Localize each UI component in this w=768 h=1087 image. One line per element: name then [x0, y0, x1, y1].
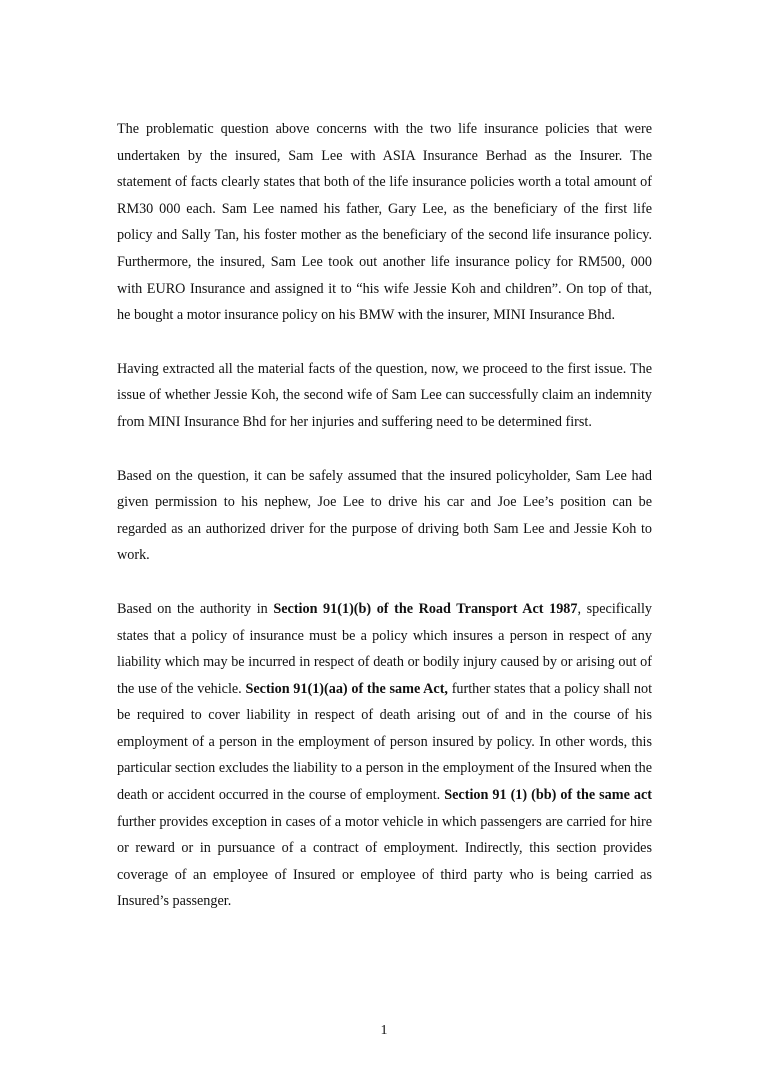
paragraph-4 [117, 596, 652, 915]
paragraph-4-text-d: further provides exception in cases of a motor vehicle in which passengers are carried for hire or reward or in pursuance of a contract of employment. Indirectly, this section provides coverage of an employee of Insured or employee of third party who is being carried as Insured’s passenger. [117, 813, 652, 910]
page-number: 1 [380, 1023, 388, 1038]
paragraph-2 [117, 356, 652, 436]
paragraph-3 [117, 463, 652, 569]
statute-citation-91-1-bb: Section 91 (1) (bb) of the same act [444, 787, 653, 804]
paragraph-1-text: The problematic question above concerns with the two life insurance policies that were undertaken by the insured, Sam Lee with ASIA Insurance Berhad as the Insurer. The statement of facts clearly states that both of the life insurance policies worth a total amount of RM30 000 each. Sam Lee named his father, Gary Lee, as the beneficiary of the first life policy and Sally Tan, his foster mother as the beneficiary of the second life insurance policy. Furthermore, the insured, Sam Lee took out another life insurance policy for RM500, 000 with EURO Insurance and assigned it to “his wife Jessie Koh and children”. On top of that, he bought a motor insurance policy on his BMW with the insurer, MINI Insurance Bhd. [117, 121, 652, 324]
document-body [117, 116, 652, 942]
paragraph-2-text: Having extracted all the material facts of the question, now, we proceed to the first issue. The issue of whether Jessie Koh, the second wife of Sam Lee can successfully claim an indemnity from MINI Insurance Bhd for her injuries and suffering need to be determined first. [117, 360, 652, 430]
paragraph-4-text-c: further states that a policy shall not be required to cover liability in respect of death arising out of and in the course of his employment of a person in the employment of person insured by policy. In other words, this particular section excludes the liability to a person in the employment of the Insured when the death or accident occurred in the course of employment. [117, 680, 653, 804]
paragraph-4-text-b: , specifically states that a policy of insurance must be a policy which insures a person in respect of any liability which may be incurred in respect of death or bodily injury caused by or arising out of the use of the vehicle. [117, 600, 652, 697]
paragraph-3-text: Based on the question, it can be safely assumed that the insured policyholder, Sam Lee had given permission to his nephew, Joe Lee to drive his car and Joe Lee’s position can be regarded as an authorized driver for the purpose of driving both Sam Lee and Jessie Koh to work. [117, 467, 652, 564]
paragraph-4-text-a: Based on the authority in [117, 600, 274, 617]
statute-citation-91-1-aa: Section 91(1)(aa) of the same Act, [245, 680, 448, 697]
statute-citation-91-1-b: Section 91(1)(b) of the Road Transport Act 1987 [273, 600, 578, 617]
paragraph-1 [117, 116, 652, 329]
